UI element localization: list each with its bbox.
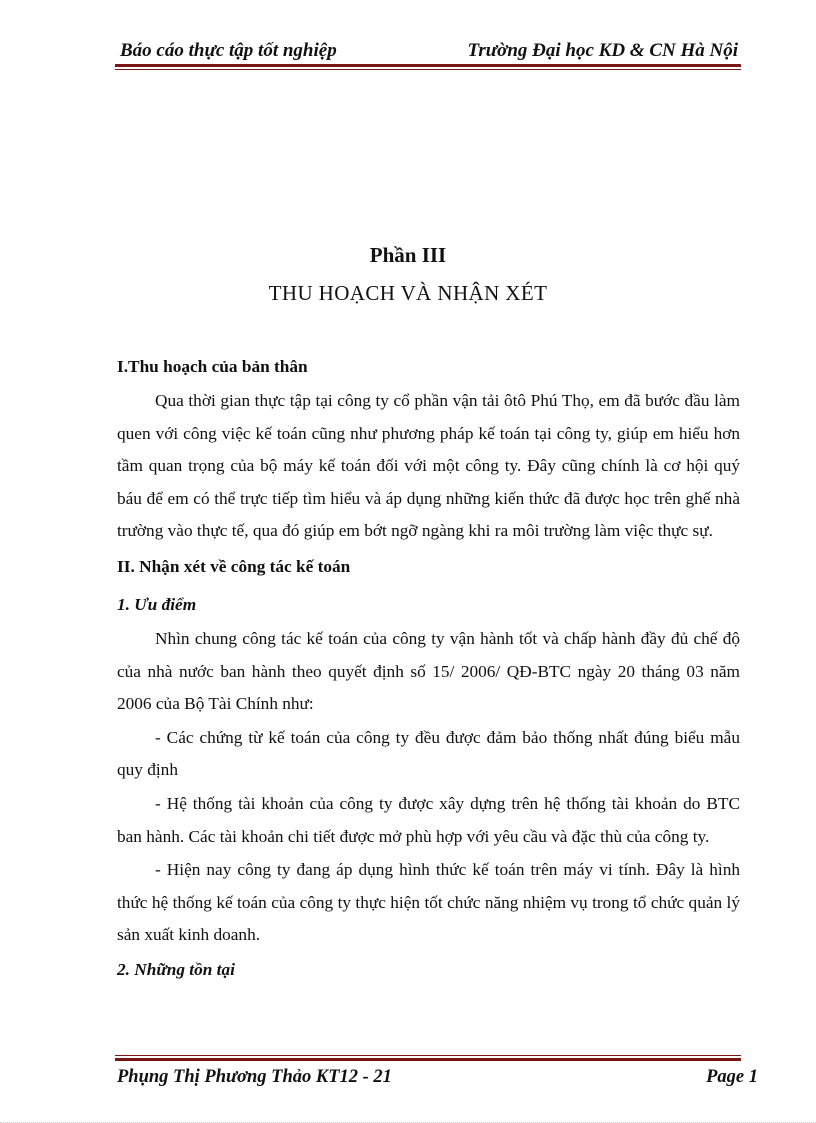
section-heading-1: I.Thu hoạch của bản thân bbox=[117, 357, 308, 376]
footer-rule-thick bbox=[115, 1058, 741, 1061]
paragraph: Nhìn chung công tác kế toán của công ty vận hành tốt và chấp hành đầy đủ chế độ của nhà nước ban hành theo quyết định số 15/ 2006/ QĐ-BTC ngày 20 tháng 03 năm 2006 của Bộ Tài Chính như: bbox=[117, 628, 740, 714]
subsection-heading-advantages: 1. Ưu điểm bbox=[117, 594, 197, 614]
footer-rule-thin bbox=[115, 1055, 741, 1056]
header-right-title: Trường Đại học KD & CN Hà Nội bbox=[467, 40, 738, 61]
header-rule-thick bbox=[115, 64, 741, 67]
paragraph: - Các chứng từ kế toán của công ty đều được đảm bảo thống nhất đúng biểu mẫu quy định bbox=[117, 727, 740, 780]
subsection-heading-limitations: 2. Những tồn tại bbox=[117, 959, 235, 979]
part-title: Phần III bbox=[369, 243, 447, 267]
chapter-title: THU HOẠCH VÀ NHẬN XÉT bbox=[268, 281, 548, 305]
paragraph: - Hiện nay công ty đang áp dụng hình thức kế toán trên máy vi tính. Đây là hình thức hệ thống kế toán của công ty thực hiện tốt chức năng nhiệm vụ trong tổ chức quản lý sản xuất kinh doanh. bbox=[117, 860, 740, 945]
document-body bbox=[117, 355, 740, 988]
header-rule-thin bbox=[115, 69, 741, 70]
header-left-title: Báo cáo thực tập tốt nghiệp bbox=[120, 40, 337, 61]
footer-author: Phụng Thị Phương Thảo KT12 - 21 bbox=[117, 1067, 392, 1087]
paragraph: - Hệ thống tài khoản của công ty được xây dựng trên hệ thống tài khoản do BTC ban hành. Các tài khoản chi tiết được mở phù hợp với yêu cầu và đặc thù của công ty. bbox=[117, 793, 740, 846]
section-heading-2: II. Nhận xét về công tác kế toán bbox=[117, 556, 351, 576]
footer-page-number: Page 1 bbox=[706, 1067, 758, 1087]
paragraph: Qua thời gian thực tập tại công ty cổ phần vận tải ôtô Phú Thọ, em đã bước đầu làm quen với công việc kế toán cũng như phương pháp kế toán tại công ty, giúp em hiểu hơn tầm quan trọng của bộ máy kế toán đối với một công ty. Đây cũng chính là cơ hội quý báu để em có thể trực tiếp tìm hiểu và áp dụng những kiến thức đã được học trên ghế nhà trường vào thực tế, qua đó giúp em bớt ngỡ ngàng khi ra môi trường làm việc thực sự. bbox=[117, 391, 740, 541]
